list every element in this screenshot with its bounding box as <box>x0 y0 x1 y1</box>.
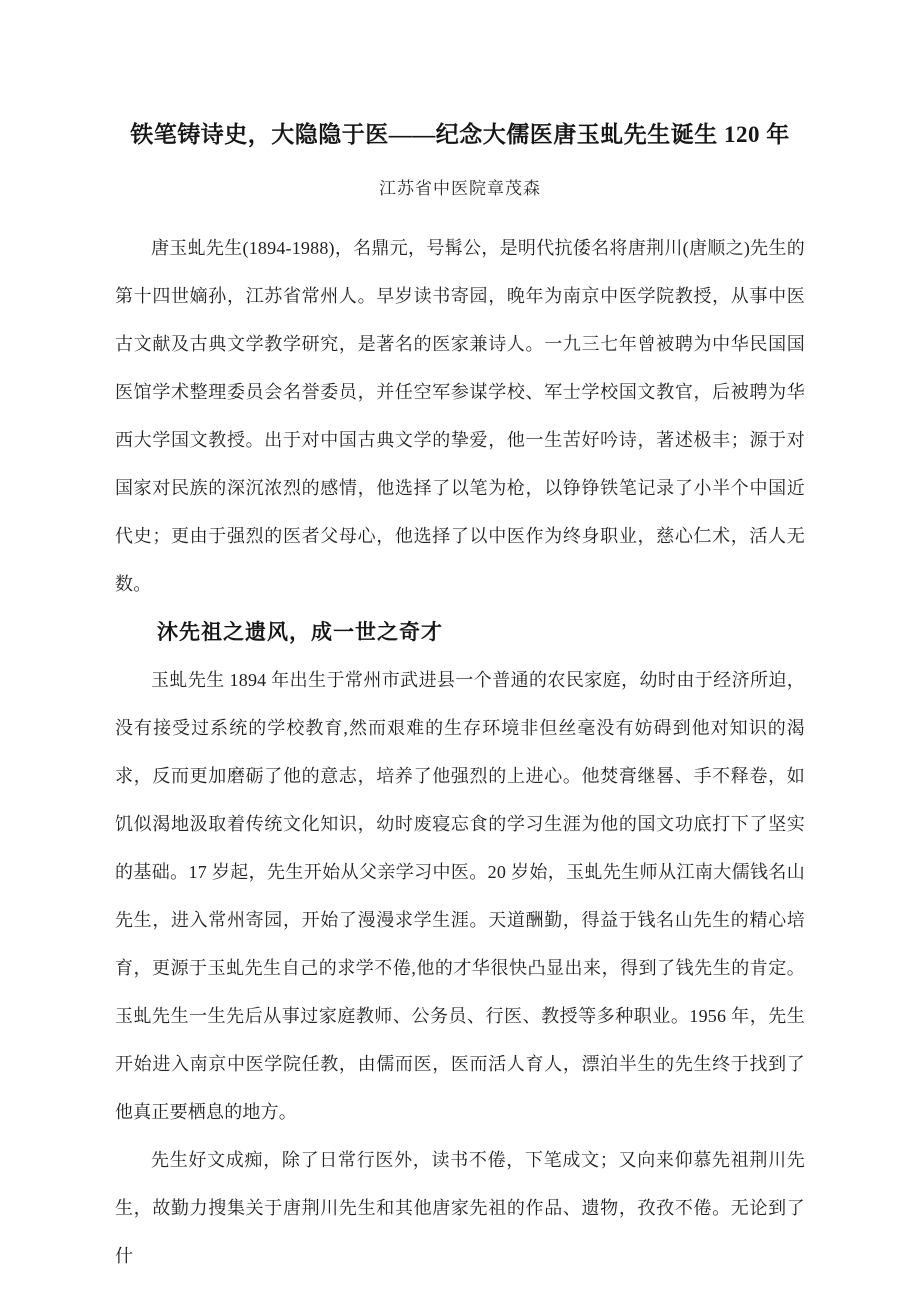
author-byline: 江苏省中医院章茂森 <box>379 179 541 198</box>
section-paragraph-2: 先生好文成痴，除了日常行医外，读书不倦，下笔成文；又向来仰慕先祖荆川先生，故勤力搜集关于唐荆川先生和其他唐家先祖的作品、遗物，孜孜不倦。无论到了什 <box>115 1150 805 1266</box>
document-page <box>115 0 805 1280</box>
section-paragraph-1: 玉虬先生 1894 年出生于常州市武进县一个普通的农民家庭，幼时由于经济所迫，没有接受过系统的学校教育,然而艰难的生存环境非但丝毫没有妨碍到他对知识的渴求，反而更加磨砺了他的意志，培养了他强烈的上进心。他焚膏继晷、手不释卷，如饥似渴地汲取着传统文化知识，幼时废寝忘食的学习生涯为他的国文功底打下了坚实的基础。17 岁起，先生开始从父亲学习中医。20 岁始，玉虬先生师从江南大儒钱名山先生，进入常州寄园，开始了漫漫求学生涯。天道酬勤，得益于钱名山先生的精心培育，更源于玉虬先生自己的求学不倦,他的才华很快凸显出来，得到了钱先生的肯定。玉虬先生一生先后从事过家庭教师、公务员、行医、教授等多种职业。1956 年，先生开始进入南京中医学院任教，由儒而医，医而活人育人，漂泊半生的先生终于找到了他真正要栖息的地方。 <box>115 670 805 1122</box>
intro-paragraph: 唐玉虬先生(1894-1988)，名鼎元，号髯公，是明代抗倭名将唐荆川(唐顺之)先生的第十四世嫡孙，江苏省常州人。早岁读书寄园，晚年为南京中医学院教授，从事中医古文献及古典文学教学研究，是著名的医家兼诗人。一九三七年曾被聘为中华民国国医馆学术整理委员会名誉委员，并任空军参谋学校、军士学校国文教官，后被聘为华西大学国文教授。出于对中国古典文学的挚爱，他一生苦好吟诗，著述极丰；源于对国家对民族的深沉浓烈的感情，他选择了以笔为枪，以铮铮铁笔记录了小半个中国近代史；更由于强烈的医者父母心，他选择了以中医作为终身职业，慈心仁术，活人无数。 <box>115 238 805 594</box>
section-heading: 沐先祖之遗风，成一世之奇才 <box>157 620 443 644</box>
document-title: 铁笔铸诗史，大隐隐于医——纪念大儒医唐玉虬先生诞生 120 年 <box>130 122 790 147</box>
